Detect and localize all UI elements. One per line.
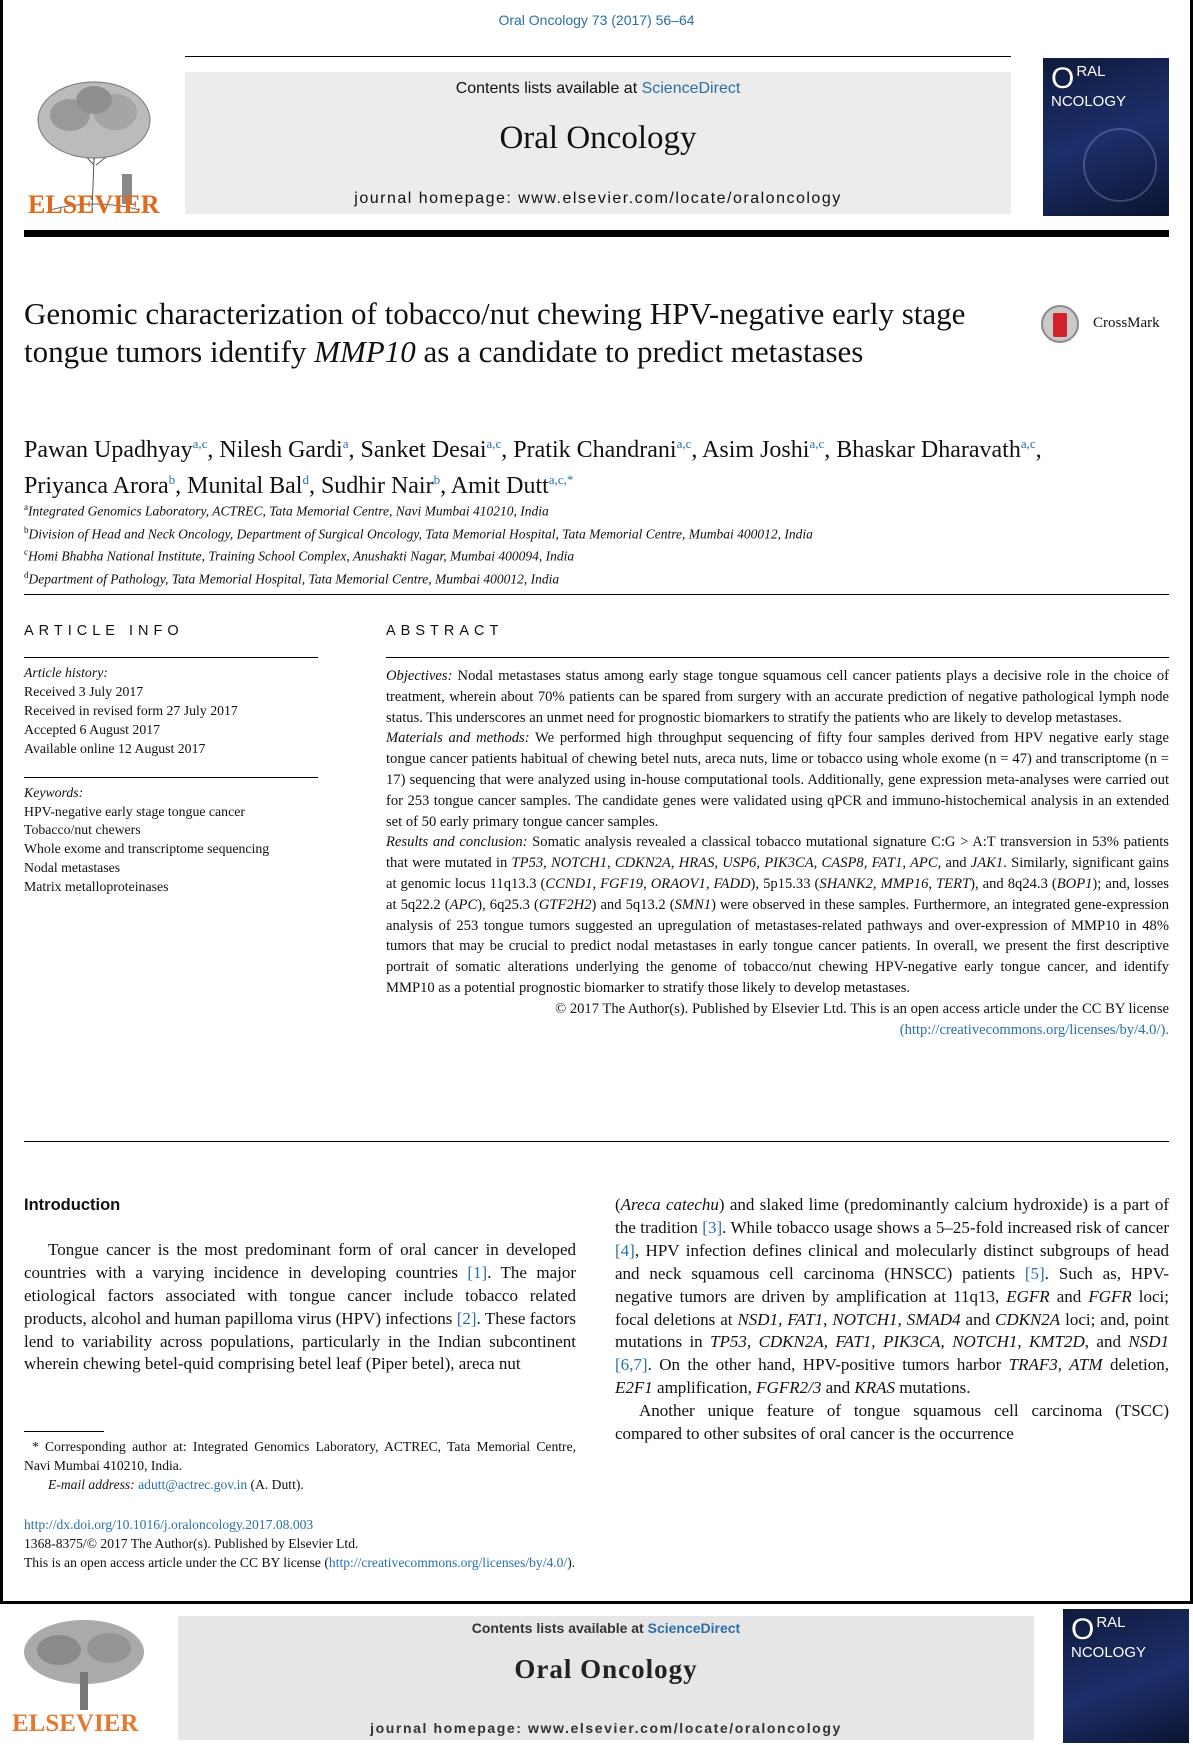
author-name[interactable]: Nilesh Gardi bbox=[219, 437, 343, 463]
journal-cover[interactable] bbox=[1063, 1609, 1189, 1743]
article-history bbox=[24, 664, 318, 759]
author-name[interactable]: Priyanca Arora bbox=[24, 473, 169, 499]
keyword-item: HPV-negative early stage tongue cancer bbox=[24, 803, 245, 819]
elsevier-tree-icon bbox=[14, 1612, 154, 1712]
affiliation-item: $^d$Department of Pathology, Tata Memorial Hospital, Tata Memorial Centre, Mumbai 400012, India bbox=[24, 570, 560, 587]
author-affiliation-marker[interactable]: b bbox=[168, 472, 176, 487]
author-affiliation-marker[interactable]: a,c bbox=[1020, 436, 1036, 451]
abstract-results: Results and conclusion: Somatic analysis revealed a classical tobacco mutational signature C:G > A:T transversion in 53% patients that were mutated in TP53, NOTCH1, CDKN2A, HRAS, USP6, PIK3CA, CASP8, FAT1, APC, and JAK1. Similarly, significant gains at genomic locus 11q13.3 (CCND1, FGF19, ORAOV1, FADD), 5p15.33 (SHANK2, MMP16, TERT), and 8q24.3 (BOP1); and, losses at 5q22.2 (APC), 6q25.3 (GTF2H2) and 5q13.2 (SMN1) were observed in these samples. Furthermore, an integrated gene-expression analysis of 253 tongue tumors suggested an upregulation of metastases-related pathways and over-expression of MMP10 in 48% tumors that may be crucial to predict nodal metastases in early tongue cancer patients. In overall, we present the first descriptive portrait of somatic alterations underlying the genome of tobacco/nut chewing HPV-negative early tongue cancer, and identify MMP10 as a potential prognostic biomarker to stratify those likely to develop metastases. bbox=[386, 834, 1169, 996]
author-name[interactable]: Sudhir Nair bbox=[320, 473, 434, 499]
author-name[interactable]: Sanket Desai bbox=[360, 437, 487, 463]
intro-paragraph: Tongue cancer is the most predominant form of oral cancer in developed countries with a varying incidence in developing countries [1]. The major etiological factors associated with tongue cancer include tobacco related products, alcohol and human papilloma virus (HPV) infections [2]. These factors lend to variability across populations, particularly in the Indian subcontinent wherein chewing betel-quid comprising betel leaf (Piper betel), areca nut bbox=[24, 1239, 576, 1374]
author-affiliation-marker[interactable]: a,c bbox=[192, 436, 208, 451]
keyword-item: Nodal metastases bbox=[24, 859, 121, 875]
history-item: Received in revised form 27 July 2017 bbox=[24, 702, 238, 718]
oa-license-link[interactable]: http://creativecommons.org/licenses/by/4.0/ bbox=[328, 1555, 568, 1570]
section-rule bbox=[24, 594, 1169, 595]
duplicate-journal-header bbox=[0, 1601, 1193, 1745]
article-info-rule bbox=[24, 657, 318, 658]
cover-title: ORAL NCOLOGY bbox=[1071, 1613, 1147, 1661]
author-name[interactable]: Amit Dutt bbox=[450, 473, 549, 499]
keyword-item: Whole exome and transcriptome sequencing bbox=[24, 841, 270, 857]
issn-line: 1368-8375/© 2017 The Author(s). Published by Elsevier Ltd. bbox=[24, 1536, 359, 1551]
abstract-license: © 2017 The Author(s). Published by Elsevier Ltd. This is an open access article under the CC BY license (http://creativecommons.org/licenses/by/4.0/). bbox=[555, 1000, 1169, 1038]
footnote-rule bbox=[24, 1431, 104, 1432]
elsevier-wordmark: ELSEVIER bbox=[12, 1710, 139, 1737]
affiliation-item: $^c$Homi Bhabha National Institute, Training School Complex, Anushakti Nagar, Mumbai 400094, India bbox=[24, 547, 575, 564]
doi-link[interactable]: http://dx.doi.org/10.1016/j.oraloncology.2017.08.003 bbox=[24, 1517, 314, 1532]
crossmark-icon bbox=[1041, 305, 1079, 343]
affiliation-item: $^b$Division of Head and Neck Oncology, Department of Surgical Oncology, Tata Memorial Hospital, Tata Memorial Centre, Mumbai 400012, India bbox=[24, 524, 813, 542]
corresponding-author: * Corresponding author at: Integrated Genomics Laboratory, ACTREC, Tata Memorial Centre, Navi Mumbai 410210, India. bbox=[24, 1439, 576, 1473]
history-item: Available online 12 August 2017 bbox=[24, 740, 206, 756]
author-affiliation-marker[interactable]: a,c bbox=[486, 436, 502, 451]
journal-cover[interactable] bbox=[1043, 58, 1169, 216]
email-line: E-mail address: adutt@actrec.gov.in (A. Dutt). bbox=[48, 1477, 304, 1492]
abstract-body bbox=[386, 666, 1169, 1040]
cover-dna-icon bbox=[1083, 128, 1157, 202]
abstract-objectives: Objectives: Nodal metastases status among early stage tongue squamous cell cancer patients plays a decisive role in the choice of treatment, wherein about 70% patients can be spared from surgery with an accurate prediction of negative pathological lymph node status. This underscores an unmet need for prognostic biomarkers to stratify the patients who are likely to develop metastases. bbox=[386, 668, 1169, 726]
history-item: Accepted 6 August 2017 bbox=[24, 721, 161, 737]
history-label: Article history: bbox=[24, 665, 108, 680]
cover-title: ORAL NCOLOGY bbox=[1051, 62, 1127, 110]
affiliation-item: $^a$Integrated Genomics Laboratory, ACTREC, Tata Memorial Centre, Navi Mumbai 410210, India bbox=[24, 502, 549, 519]
email-link[interactable]: adutt@actrec.gov.in bbox=[138, 1477, 248, 1492]
author-affiliation-marker[interactable]: a,c,* bbox=[548, 472, 574, 487]
contents-prefix: Contents lists available at bbox=[455, 80, 642, 97]
section-rule bbox=[24, 1141, 1169, 1142]
contents-line: Contents lists available at ScienceDirect bbox=[471, 1620, 741, 1636]
header-rule bbox=[185, 56, 1011, 57]
journal-homepage[interactable]: journal homepage: www.elsevier.com/locate/oraloncology bbox=[354, 190, 842, 207]
author-affiliation-marker[interactable]: a,c bbox=[809, 436, 825, 451]
intro-paragraph: Another unique feature of tongue squamous cell carcinoma (TSCC) compared to other subsites of oral cancer is the occurrence bbox=[615, 1401, 1169, 1444]
author-name[interactable]: Pratik Chandrani bbox=[513, 437, 677, 463]
history-item: Received 3 July 2017 bbox=[24, 683, 144, 699]
journal-homepage[interactable]: journal homepage: www.elsevier.com/locate/oraloncology bbox=[370, 1720, 842, 1736]
keywords-label: Keywords: bbox=[24, 785, 84, 800]
keyword-item: Matrix metalloproteinases bbox=[24, 878, 169, 894]
author-name[interactable]: Asim Joshi bbox=[702, 437, 810, 463]
intro-heading: Introduction bbox=[24, 1196, 121, 1214]
article-title: Genomic characterization of tobacco/nut chewing HPV-negative early stage tongue tumors identify MMP10 as a candidate to predict metastases bbox=[24, 296, 966, 369]
author-list: Pawan Upadhyay$^{a,c}$, Nilesh Gardi$^a$, Sanket Desai$^{a,c}$, Pratik Chandrani$^{a,c}$, Asim Joshi$^{a,c}$, Bhaskar Dharavath$^{a,c}$, Priyanca Arora$^b$, Munital Bal$^d$, Sudhir Nair$^b$, Amit Dutt$^{a,c,*}$ bbox=[24, 436, 1042, 499]
keywords bbox=[24, 784, 318, 896]
affiliations bbox=[24, 498, 1164, 589]
oa-line: This is an open access article under the CC BY license (http://creativecommons.org/licenses/by/4.0/). bbox=[24, 1555, 576, 1570]
author-affiliation-marker[interactable]: a,c bbox=[676, 436, 692, 451]
author-name[interactable]: Bhaskar Dharavath bbox=[836, 437, 1021, 463]
sciencedirect-link[interactable]: ScienceDirect bbox=[641, 80, 741, 97]
abstract-heading: ABSTRACT bbox=[386, 623, 504, 639]
author-affiliation-marker[interactable]: d bbox=[302, 472, 309, 487]
abstract-methods: Materials and methods: We performed high throughput sequencing of fifty four samples derived from HPV negative early stage tongue cancer patients habitual of chewing betel nuts, areca nuts, lime or tobacco using whole exome (n = 47) and transcriptome (n = 17) sequencing that were analyzed using in-house computational tools. Additionally, gene expression meta-analyses were carried out for 253 tongue cancer samples. The candidate genes were validated using qPCR and immuno-histochemical analysis in an extended set of 50 early primary tongue cancer samples. bbox=[386, 730, 1169, 830]
author-affiliation-marker[interactable]: b bbox=[433, 472, 441, 487]
journal-header-box bbox=[178, 1616, 1034, 1740]
crossmark-label: CrossMark bbox=[1093, 315, 1160, 331]
intro-paragraph: (Areca catechu) and slaked lime (predominantly calcium hydroxide) is a part of the tradition [3]. While tobacco usage shows a 5–25-fold increased risk of cancer [4], HPV infection defines clinical and molecularly distinct subgroups of head and neck squamous cell carcinoma (HNSCC) patients [5]. Such as, HPV-negative tumors are driven by amplification at 11q13, EGFR and FGFR loci; focal deletions at NSD1, FAT1, NOTCH1, SMAD4 and CDKN2A loci; and, point mutations in TP53, CDKN2A, FAT1, PIK3CA, NOTCH1, KMT2D, and NSD1 [6,7]. On the other hand, HPV-positive tumors harbor TRAF3, ATM deletion, E2F1 amplification, FGFR2/3 and KRAS mutations. bbox=[615, 1195, 1170, 1398]
keywords-rule bbox=[24, 777, 318, 778]
journal-header-box bbox=[185, 72, 1011, 214]
crossmark-badge[interactable] bbox=[1041, 305, 1171, 345]
keyword-item: Tobacco/nut chewers bbox=[24, 822, 141, 838]
journal-name: Oral Oncology bbox=[514, 1654, 698, 1684]
article-info-heading: ARTICLE INFO bbox=[24, 623, 184, 639]
journal-name: Oral Oncology bbox=[499, 120, 697, 156]
author-name[interactable]: Pawan Upadhyay bbox=[24, 437, 193, 463]
author-affiliation-marker[interactable]: a bbox=[342, 436, 349, 451]
author-name[interactable]: Munital Bal bbox=[187, 473, 303, 499]
intro-column-left bbox=[24, 1194, 576, 1376]
abstract-rule bbox=[386, 657, 1169, 658]
license-link[interactable]: (http://creativecommons.org/licenses/by/4.0/). bbox=[899, 1021, 1169, 1038]
footnote bbox=[24, 1437, 576, 1494]
header-thick-rule bbox=[24, 230, 1169, 237]
journal-citation[interactable]: Oral Oncology 73 (2017) 56–64 bbox=[498, 12, 695, 28]
intro-column-right bbox=[615, 1194, 1169, 1446]
contents-line bbox=[185, 80, 1011, 98]
page-footer bbox=[24, 1515, 924, 1572]
elsevier-wordmark: ELSEVIER bbox=[28, 190, 160, 219]
